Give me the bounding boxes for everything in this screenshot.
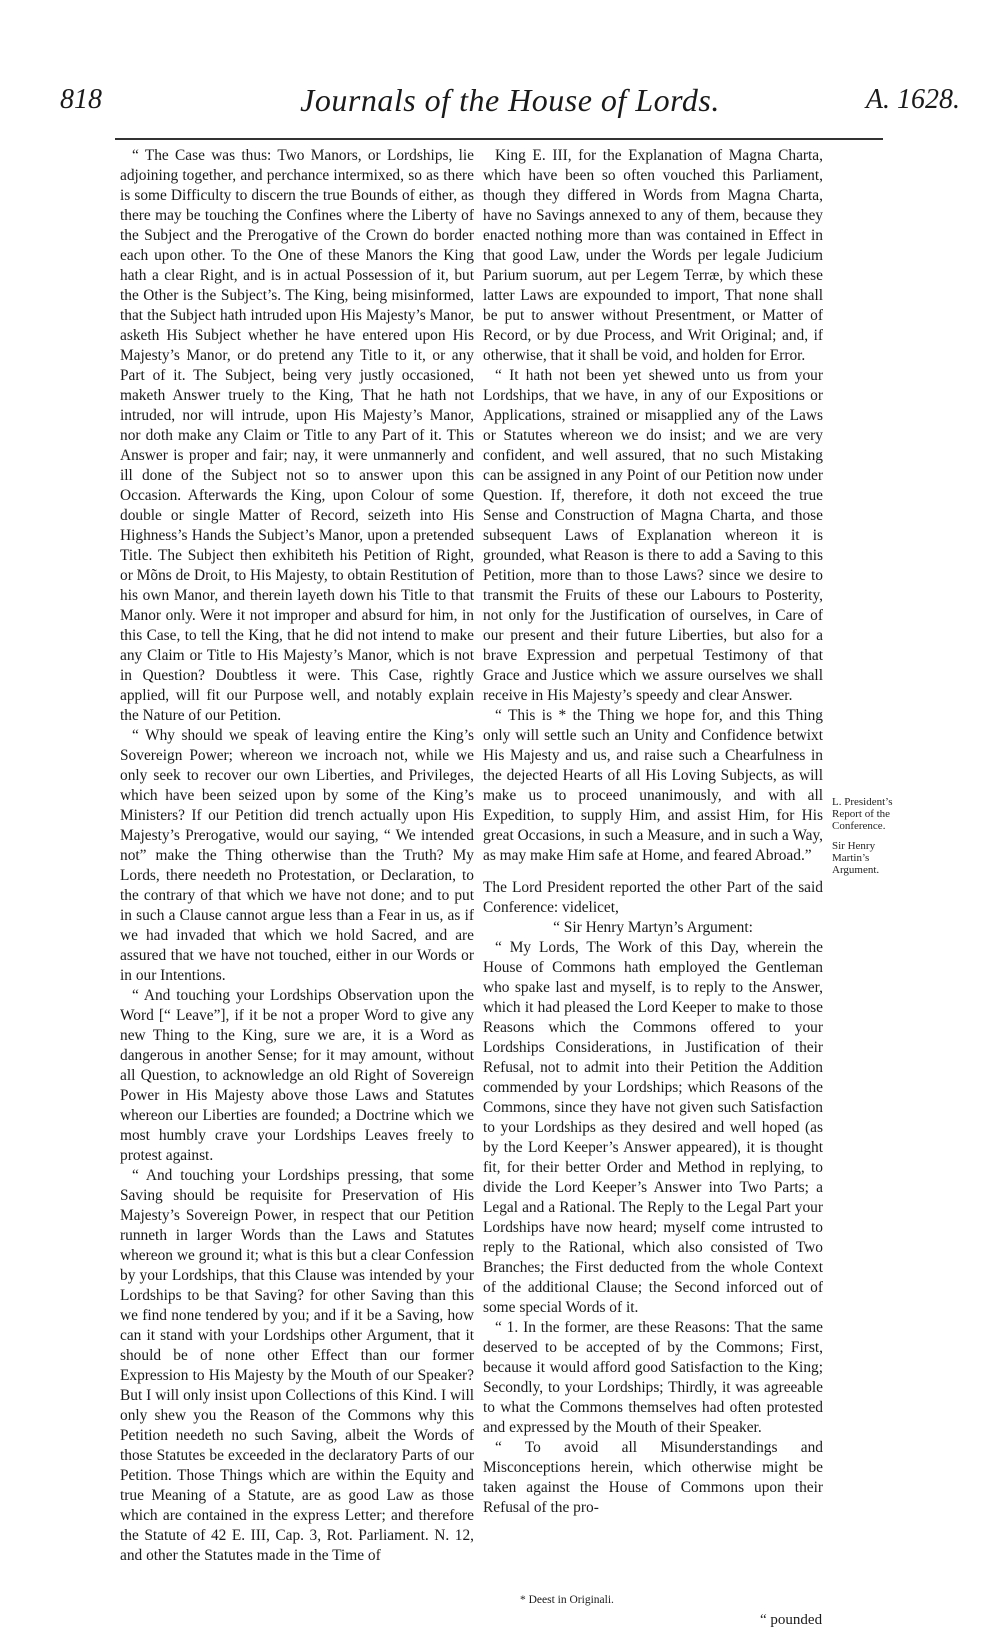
page-number: 818 <box>60 84 102 115</box>
margin-note-martin-argument: Sir Henry Martin’s Argument. <box>832 840 880 876</box>
argument-subheading: “ Sir Henry Martyn’s Argument: <box>553 919 753 936</box>
margin-note-president-report: L. President’s Report of the Conference. <box>832 796 893 832</box>
header-rule <box>115 138 883 140</box>
paragraph: “ The Case was thus: Two Manors, or Lordships, lie adjoining together, and perchance intermixed, so as there is some Difficulty to discern the true Bounds of either, as there may be touching the Confines where the Liberty of the Subject and the Prerogative of the Crown do border each upon other. To the One of these Manors the King hath a clear Right, and is in actual Possession of it, but the Other is the Subject’s. The King, being misinformed, that the Subject hath intruded upon His Majesty’s Manor, asketh His Subject whether he have entered upon His Majesty’s Manor, or do pretend any Title to it, or any Part of it. The Subject, being very justly occasioned, maketh Answer truely to the King, That he hath not intruded, nor will intrude, upon His Majesty’s Manor, nor doth make any Claim or Title to any Part of it. This Answer is proper and fair; nay, it were unmannerly and ill done of the Subject not so to answer upon this Occasion. Afterwards the King, upon Colour of some double or single Matter of Record, seizeth into His Highness’s Hands the Subject’s Manor, upon a pretended Title. The Subject then exhibiteth his Petition of Right, or Mõns de Droit, to His Majesty, to obtain Restitution of his own Manor, and therein layeth down his Title to that Manor only. Were it not improper and absurd for him, in this Case, to tell the King, that he did not intend to make any Claim or Title to His Majesty’s Manor, which is not in Question? Doubtless it were. This Case, rightly applied, will fit our Purpose well, and notably explain the Nature of our Petition. <box>120 147 474 724</box>
paragraph: “ And touching your Lordships pressing, that some Saving should be requisite for Preservation of His Majesty’s Sovereign Power, in respect that our Petition runneth in larger Words than the Laws and Statutes whereon we ground it; what is this but a clear Confession by your Lordships, that this Clause was intended by your Lordships to be that Saving? for other Saving than this we find none tendered by you; and if it be a Saving, how can it stand with your Lordships other Argument, that it should be of none other Effect than our former Expression to His Majesty by the Mouth of our Speaker? But I will only insist upon Collections of this Kind. I will only shew you the Reason of the Commons why this Petition needeth no such Saving, albeit the Words of those Statutes be exceeded in the declaratory Parts of our Petition. Those Things which are within the Equity and true Meaning of a Statute, are as good Law as those which are contained in the express Letter; and therefore the Statute of 42 E. III, Cap. 3, Rot. Parliament. N. 12, and other the Statutes made in the Time of <box>120 1167 474 1564</box>
year-label: A. 1628. <box>865 84 960 115</box>
paragraph: “ My Lords, The Work of this Day, wherein the House of Commons hath employed the Gentleman who spake last and myself, is to reply to the Answer, which it had pleased the Lord Keeper to make to those Reasons which the Commons offered to your Lordships Considerations, in Justification of their Refusal, not to admit into their Petition the Addition commended by your Lordships; which Reasons of the Commons, since they have not given such Satisfaction to your Lordships as they desired and well hoped (as by the Lord Keeper’s Answer appeared), it is thought fit, for their better Order and Method in replying, to divide the Lord Keeper’s Answer into Two Parts; a Legal and a Rational. The Reply to the Legal Part your Lordships have now heard; myself come intrusted to reply to the Rational, which also consisted of Two Branches; the First deducted from the whole Context of the additional Clause; the Second inforced out of some special Words of it. <box>483 939 823 1316</box>
catchword: “ pounded <box>760 1612 823 1628</box>
page-header <box>60 84 960 124</box>
paragraph: “ 1. In the former, are these Reasons: That the same deserved to be accepted of by the Commons; First, because it would afford good Satisfaction to the King; Secondly, to your Lordships; Thirdly, it was agreeable to what the Commons themselves had often protested and expressed by the Mouth of their Speaker. <box>483 1319 823 1436</box>
report-heading: The Lord President reported the other Part of the said Conference: videlicet, <box>483 879 823 916</box>
paragraph: “ This is * the Thing we hope for, and this Thing only will settle such an Unity and Confidence betwixt His Majesty and us, and raise such a Chearfulness in the dejected Hearts of all His Loving Subjects, as will make us to proceed unanimously, and with all Expedition, to supply Him, and assist Him, for His great Occasions, in such a Measure, and in such a Way, as may make Him safe at Home, and feared Abroad.” <box>483 707 823 864</box>
paragraph: “ And touching your Lordships Observation upon the Word [“ Leave”], if it be not a proper Word to give any new Thing to the King, sure we are, it is a Word as dangerous in another Sense; for it may amount, without all Question, to acknowledge an old Right of Sovereign Power in His Majesty above those Laws and Statutes whereon our Liberties are founded; a Doctrine which we most humbly crave your Lordships Leaves freely to protest against. <box>120 987 474 1164</box>
left-column <box>120 146 474 1566</box>
right-column <box>483 146 823 1518</box>
paragraph: “ It hath not been yet shewed unto us from your Lordships, that we have, in any of our Expositions or Applications, strained or misapplied any of the Laws or Statutes whereon we do insist; and we are very confident, and well assured, that no such Mistaking can be assigned in any Point of our Petition now under Question. If, therefore, it doth not exceed the true Sense and Construction of Magna Charta, and those subsequent Laws of Explanation whereon it is grounded, what Reason is there to add a Saving to this Petition, more than to those Laws? since we desire to transmit the Fruits of these our Labours to Posterity, not only for the Justification of ourselves, in Care of our present and their future Liberties, but also for a brave Expression and perpetual Testimony of that Grace and Justice which we assure ourselves we shall receive in His Majesty’s speedy and clear Answer. <box>483 367 823 704</box>
running-title: Journals of the House of Lords. <box>300 82 720 118</box>
paragraph: “ To avoid all Misunderstandings and Misconceptions herein, which otherwise might be taken against the House of Commons upon their Refusal of the pro- <box>483 1439 823 1516</box>
paragraph: “ Why should we speak of leaving entire the King’s Sovereign Power; whereon we incroach not, while we only seek to recover our own Liberties, and Privileges, which have been seized upon by some of the King’s Ministers? If our Petition did trench actually upon His Majesty’s Prerogative, would our saying, “ We intended not” make the Thing otherwise than the Truth? My Lords, there needeth no Protestation, or Declaration, to the contrary of that which we have not done; and to put in such a Clause cannot argue less than a Fear in us, as if we had invaded that which we hold Sacred, and are assured that we have not touched, either in our Words or in our Intentions. <box>120 727 474 984</box>
footnote: * Deest in Originali. <box>520 1594 614 1606</box>
paragraph: King E. III, for the Explanation of Magna Charta, which have been so often vouched this Parliament, though they differed in Words from Magna Charta, have no Savings annexed to any of them, because they enacted nothing more than was contained in Effect in that good Law, under the Words per legale Judicium Parium suorum, aut per Legem Terræ, by which these latter Laws are expounded to import, That none shall be put to answer without Presentment, or Matter of Record, or by due Process, and Writ Original; and, if otherwise, that it shall be void, and holden for Error. <box>483 147 823 364</box>
